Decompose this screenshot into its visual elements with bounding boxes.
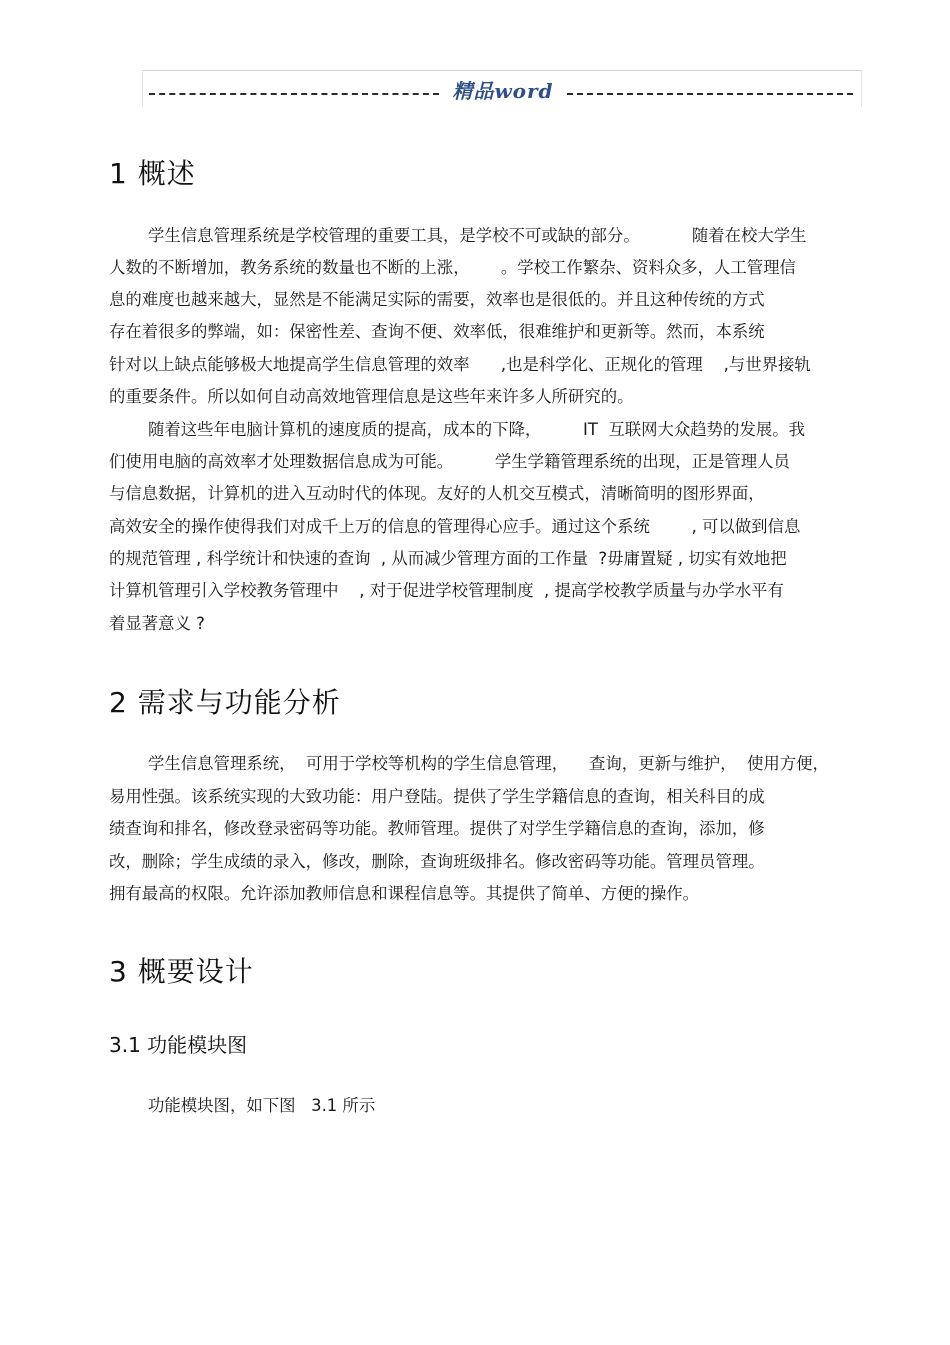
p2-line-5: 的规范管理 , 科学统计和快速的查询 , 从而减少管理方面的工作量 ?毋庸置疑 , 切实有效地把 [109, 549, 787, 568]
heading-module-diagram: 3.1 功能模块图 [109, 1033, 248, 1057]
p1-line-3: 息的难度也越来越大，显然是不能满足实际的需要，效率也是很低的。并且这种传统的方式 [109, 290, 765, 309]
header-dash-left [149, 93, 439, 95]
p2-line-4: 高效安全的操作使得我们对成千上万的信息的管理得心应手。通过这个系统 , 可以做到信息 [109, 517, 801, 536]
p1-line-6: 的重要条件。所以如何自动高效地管理信息是这些年来许多人所研究的。 [109, 387, 634, 406]
p3-line-4: 改，删除；学生成绩的录入，修改，删除，查询班级排名。修改密码等功能。管理员管理。 [109, 852, 765, 871]
header-brand: 精品word [452, 79, 554, 103]
p3-line-1: 学生信息管理系统， 可用于学校等机构的学生信息管理， 查询，更新与维护， 使用方便， [148, 754, 829, 773]
p3-line-3: 绩查询和排名，修改登录密码等功能。教师管理。提供了对学生学籍信息的查询，添加，修 [109, 819, 765, 838]
p2-line-2: 们使用电脑的高效率才处理数据信息成为可能。 学生学籍管理系统的出现，正是管理人员 [109, 452, 790, 471]
p3-line-5: 拥有最高的权限。允许添加教师信息和课程信息等。其提供了简单、方便的操作。 [109, 884, 700, 903]
heading-overview: 1 概述 [109, 157, 196, 190]
p1-line-5: 针对以上缺点能够极大地提高学生信息管理的效率 ,也是科学化、正规化的管理 ,与世界接轨 [109, 355, 811, 374]
p1-line-1: 学生信息管理系统是学校管理的重要工具，是学校不可或缺的部分。 随着在校大学生 [148, 226, 807, 245]
p2-line-3: 与信息数据，计算机的进入互动时代的体现。友好的人机交互模式，清晰简明的图形界面， [109, 484, 765, 503]
p4-line-1: 功能模块图，如下图 3.1 所示 [148, 1096, 376, 1115]
p1-line-4: 存在着很多的弊端，如：保密性差、查询不便、效率低，很难维护和更新等。然而，本系统 [109, 322, 765, 341]
p2-line-1: 随着这些年电脑计算机的速度质的提高，成本的下降， IT 互联网大众趋势的发展。我 [148, 420, 806, 439]
p3-line-2: 易用性强。该系统实现的大致功能：用户登陆。提供了学生学籍信息的查询，相关科目的成 [109, 787, 765, 806]
heading-requirements: 2 需求与功能分析 [109, 686, 341, 719]
heading-outline-design: 3 概要设计 [109, 955, 254, 988]
header-dash-right [567, 93, 853, 95]
p2-line-6: 计算机管理引入学校教务管理中 , 对于促进学校管理制度 , 提高学校教学质量与办学水平有 [109, 581, 784, 600]
p2-line-7: 着显著意义 ? [109, 614, 205, 633]
page-header [142, 70, 862, 107]
p1-line-2: 人数的不断增加，教务系统的数量也不断的上涨， 。学校工作繁杂、资料众多，人工管理信 [109, 258, 796, 277]
